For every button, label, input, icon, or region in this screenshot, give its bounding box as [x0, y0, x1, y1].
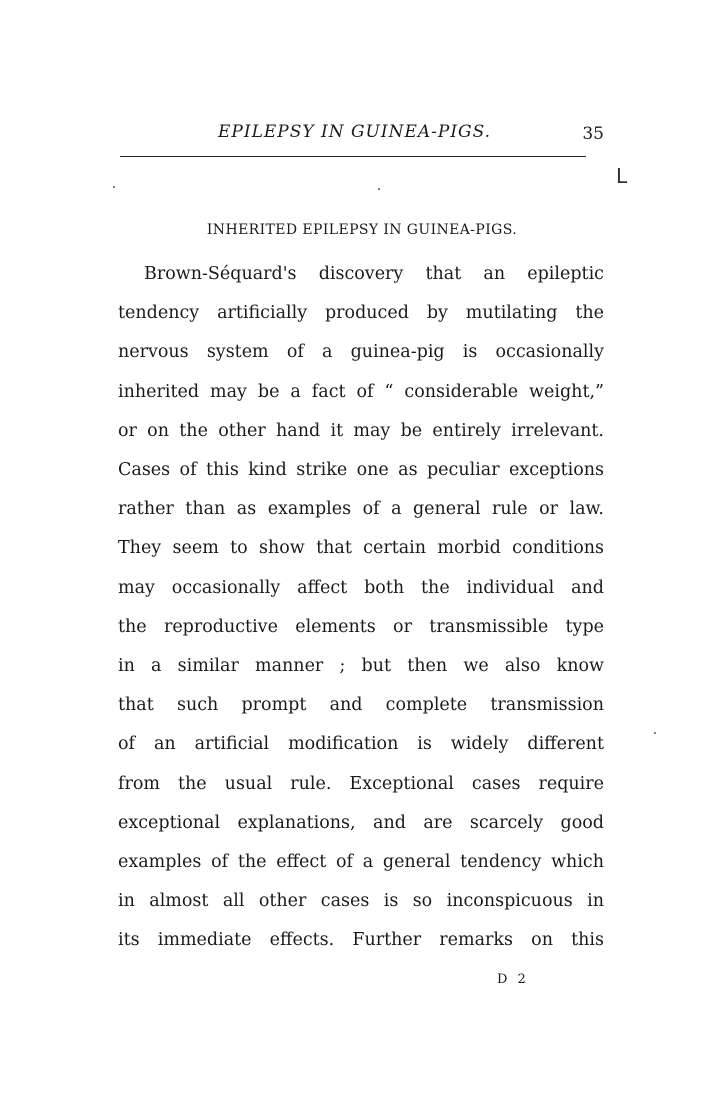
text-line: rather than as examples of a general rule or law. [118, 499, 604, 520]
signature-mark: D 2 [497, 972, 529, 987]
text-line: tendency artificially produced by mutilating the [118, 303, 604, 324]
header-rule [120, 156, 586, 157]
running-head [120, 122, 604, 146]
print-speck [113, 186, 115, 188]
running-head-title: EPILEPSY IN GUINEA-PIGS. [218, 122, 492, 142]
handwritten-margin-mark: L [616, 164, 628, 188]
text-line: They seem to show that certain morbid conditions [118, 538, 604, 559]
text-line: examples of the effect of a general tendency which [118, 852, 604, 873]
text-line: from the usual rule. Exceptional cases require [118, 773, 604, 794]
text-line: inherited may be a fact of “ considerable weight,” [118, 381, 604, 402]
text-line: of an artificial modification is widely different [118, 734, 604, 755]
text-line: its immediate effects. Further remarks on this [118, 930, 604, 951]
text-line: in a similar manner ; but then we also know [118, 656, 604, 677]
body-paragraph [118, 255, 604, 961]
text-line: Cases of this kind strike one as peculiar exceptions [118, 460, 604, 481]
text-line: or on the other hand it may be entirely irrelevant. [118, 420, 604, 441]
text-line: may occasionally affect both the individual and [118, 577, 604, 598]
text-line: in almost all other cases is so inconspicuous in [118, 891, 604, 912]
print-speck [378, 188, 380, 190]
page-number: 35 [582, 124, 604, 144]
section-heading: INHERITED EPILEPSY IN GUINEA-PIGS. [206, 222, 518, 238]
print-speck [654, 732, 656, 734]
text-line: nervous system of a guinea-pig is occasionally [118, 342, 604, 363]
text-line: that such prompt and complete transmission [118, 695, 604, 716]
text-line: exceptional explanations, and are scarcely good [118, 812, 604, 833]
text-line: Brown-Séquard's discovery that an epileptic [144, 264, 604, 284]
text-line: the reproductive elements or transmissible type [118, 616, 604, 637]
